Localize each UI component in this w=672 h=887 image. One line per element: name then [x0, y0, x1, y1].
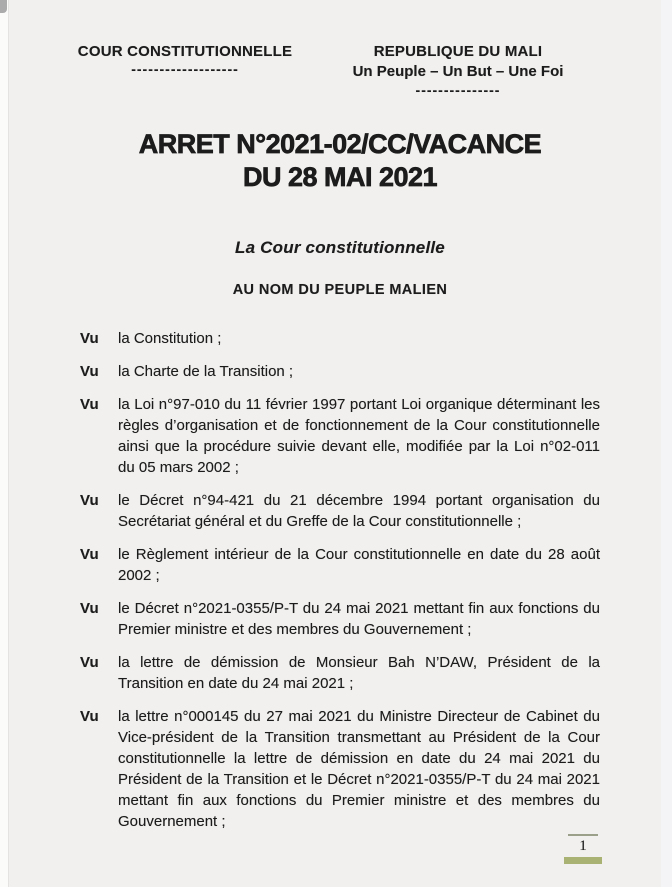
- visa-label: Vu: [80, 363, 99, 380]
- visa-list: [80, 328, 600, 832]
- institution-separator: -------------------: [131, 61, 239, 77]
- visa-item: [80, 328, 600, 349]
- page-number: 1: [579, 838, 587, 854]
- republic-separator: ---------------: [415, 82, 501, 98]
- document-header: [77, 42, 600, 98]
- header-republic-block: [342, 42, 574, 98]
- visa-text: la lettre de démission de Monsieur Bah N’DAW, Président de la Transition en date du 24 mai 2021 ;: [118, 654, 600, 692]
- page-number-bottom-bar: [564, 857, 602, 864]
- visa-label: Vu: [80, 330, 99, 347]
- in-the-name-of-line: AU NOM DU PEUPLE MALIEN: [232, 282, 448, 298]
- visa-label: Vu: [80, 546, 99, 563]
- document-title: [80, 128, 600, 194]
- document-title-line2: DU 28 MAI 2021: [242, 162, 438, 192]
- visa-text: le Décret n°94-421 du 21 décembre 1994 portant organisation du Secrétariat général et du Greffe de la Cour constitutionnelle ;: [118, 492, 600, 530]
- visa-label: Vu: [80, 600, 99, 617]
- visa-item: [80, 544, 600, 586]
- visa-item: [80, 490, 600, 532]
- republic-name: REPUBLIQUE DU MALI: [373, 43, 543, 60]
- visa-text: la Charte de la Transition ;: [118, 363, 294, 380]
- visa-text: le Règlement intérieur de la Cour constitutionnelle en date du 28 août 2002 ;: [118, 546, 600, 584]
- visa-label: Vu: [80, 492, 99, 509]
- page-number-top-rule: [568, 834, 598, 836]
- visa-text: la lettre n°000145 du 27 mai 2021 du Ministre Directeur de Cabinet du Vice-président de la Transition transmettant au Président de la Cour constitutionnelle la lettre de démission en date du 24 mai 2021 du Président de la Transition et le Décret n°2021-0355/P-T du 24 mai 2021 mettant fin aux fonctions du Premier ministre et des membres du Gouvernement ;: [118, 708, 600, 830]
- republic-motto: Un Peuple – Un But – Une Foi: [352, 63, 564, 80]
- visa-text: la Constitution ;: [118, 330, 222, 347]
- header-institution-block: [76, 42, 294, 77]
- court-line: La Cour constitutionnelle: [235, 238, 445, 257]
- visa-item: [80, 394, 600, 478]
- visa-label: Vu: [80, 654, 99, 671]
- visa-label: Vu: [80, 708, 99, 725]
- visa-item: [80, 706, 600, 832]
- page-number-block: [564, 834, 602, 864]
- visa-text: le Décret n°2021-0355/P-T du 24 mai 2021 mettant fin aux fonctions du Premier ministre et des membres du Gouvernement ;: [118, 600, 600, 638]
- visa-item: [80, 361, 600, 382]
- visa-text: la Loi n°97-010 du 11 février 1997 portant Loi organique déterminant les règles d’organisation et de fonctionnement de la Cour constitutionnelle ainsi que la procédure suivie devant elle, modifiée par la Loi n°02-011 du 05 mars 2002 ;: [118, 396, 600, 476]
- document-title-line1: ARRET N°2021-02/CC/VACANCE: [138, 129, 542, 159]
- institution-name: COUR CONSTITUTIONNELLE: [77, 43, 293, 60]
- visa-item: [80, 652, 600, 694]
- visa-label: Vu: [80, 396, 99, 413]
- visa-item: [80, 598, 600, 640]
